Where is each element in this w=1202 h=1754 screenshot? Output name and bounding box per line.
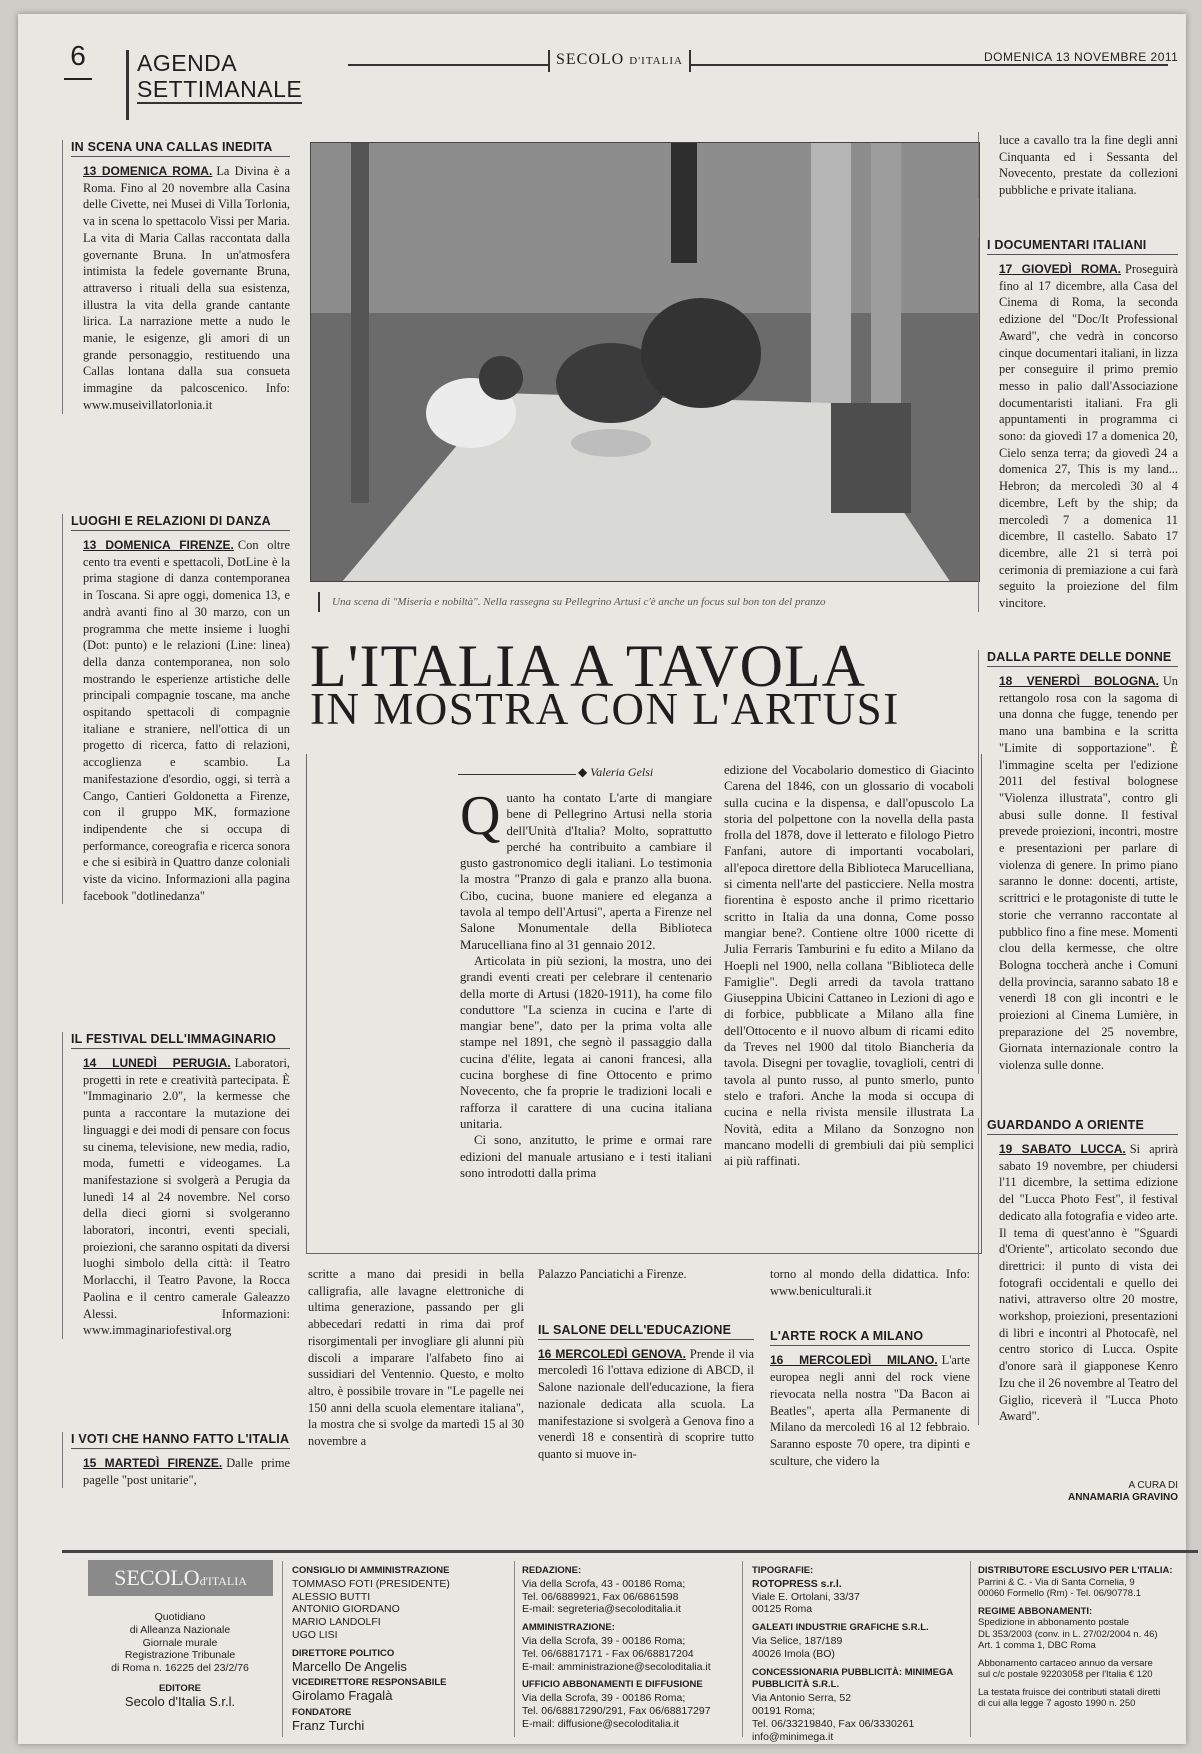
article-text: L'arte europea negli anni del rock viene rievocata nella nostra "Da Bacon ai Beatles", aperta alla Permanente di Milano da mercoledì 16 al 12 febbraio. Saranno esposte 70 opere, tra dipinti e sculture, che videro la (770, 1353, 970, 1468)
article-text: Laboratori, progetti in rete e creatività partecipata. È "Immaginario 2.0", la kermesse che punta a raccontare la mutazione dei linguaggi e dei modi di pensare con focus su cinema, televisione, new media, radio, moda, fumetti e videogames. La manifestazione si svolgerà a Perugia da lunedì 14 al 24 novembre. Nel corso della dieci giorni si svolgeranno laboratori, incontri, eventi speciali, proiezioni, che saranno ospitati da diversi luoghi simbolo della città: il Teatro Morlacchi, il Teatro Pavone, la Rocca Paolina e il centro camerale Galeazzo Alessi. Informazioni: www.immaginariofestival.org (83, 1056, 290, 1338)
masthead (548, 50, 691, 72)
article-text: luce a cavallo tra la fine degli anni Cinquanta ed i Sessanta del Novecento, prestate da collezioni pubbliche e private italiana. (999, 133, 1178, 198)
article-column-1 (460, 785, 712, 1181)
left-article-3 (62, 1032, 290, 1339)
article-paragraph (460, 785, 712, 953)
article-paragraph: Ci sono, anzitutto, le prime e ormai rare edizioni del manuale artusiano e i testi italiani sono introdotti dalla prima (460, 1133, 712, 1180)
article-kicker: 15 MARTEDÌ FIRENZE. (83, 1456, 223, 1470)
headline: L'ITALIA A TAVOLA (310, 633, 866, 699)
colophon-distribution: DISTRIBUTORE ESCLUSIVO PER L'ITALIA: Parrini & C. - Via di Santa Cornelia, 9 00060 Formello (Rm) - Tel. 06/90778.1 REGIME ABBONAMENTI: Spedizione in abbonamento postale DL 353/2003 (conv. in L. 27/02/2004 n. 46) Art. 1 comma 1, DBC Roma Abbonamento cartaceo annuo da versare sul c/c postale 92203058 per l'Italia € 120 La testata fruisce dei contributi statali diretti di cui alla legge 7 agosto 1990 n. 250 (978, 1565, 1173, 1709)
credit-label: A CURA DI (1128, 1480, 1178, 1491)
article-title: GUARDANDO A ORIENTE (987, 1118, 1178, 1135)
article-kicker: 14 LUNEDÌ PERUGIA. (83, 1056, 231, 1070)
article-title: IL FESTIVAL DELL'IMMAGINARIO (71, 1032, 290, 1049)
curator-credit (1058, 1480, 1178, 1504)
footer-logo: SECOLOd'ITALIA (88, 1560, 273, 1596)
article-kicker: 19 SABATO LUCCA. (999, 1142, 1126, 1156)
article-kicker: 13 DOMENICA ROMA. (83, 164, 213, 178)
article-text: scritte a mano dai presidi in bella calligrafia, alle lavagne elettroniche di ultima generazione, passando per gli abbecedari redatti in rima dai prof risorgimentali per invogliare gli alunni più discoli a imparare l'alfabeto fino ai sussidiari del Ventennio. Questo, e molto altro, è possibile trovare in "Le pagelle nei 150 anni della scuola elementare italiana", la mostra che si svolge da martedì 15 al 30 novembre a (308, 1267, 524, 1449)
article-kicker: 16 MERCOLEDÌ MILANO. (770, 1353, 938, 1368)
section-label-line2: SETTIMANALE (137, 76, 303, 102)
article-paragraph: Articolata in più sezioni, la mostra, uno dei grandi eventi creati per celebrare il centenario della morte di Artusi (1820-1911), ha come filo conduttore "La scienza in cucina e l'arte di mangiar bene", dato per la prima volta alle stampe nel 1891, che segnò il passaggio dalla cucina d'élite, legata ai canoni francesi, alla cucina borghese di fine Ottocento e primo Novecento, che fa proprie le tradizioni locali e rafforza il carattere di una cucina italiana unitaria. (460, 953, 712, 1131)
drop-cap: Q (460, 785, 501, 847)
article-kicker: 17 GIOVEDÌ ROMA. (999, 262, 1121, 276)
bottom-continuation (308, 1266, 524, 1450)
article-photo (310, 142, 980, 582)
article-kicker: 18 VENERDÌ BOLOGNA. (999, 674, 1159, 688)
byline: ◆ Valeria Gelsi (578, 765, 654, 779)
right-article-continuation (978, 132, 1178, 199)
article-column-2 (724, 762, 974, 1169)
masthead-title: SECOLO (556, 51, 625, 68)
article-kicker: 16 MERCOLEDÌ GENOVA. (538, 1346, 686, 1361)
photo-caption: Una scena di "Miseria e nobiltà". Nella rassegna su Pellegrino Artusi c'è anche un focus sul bon ton del pranzo (332, 596, 826, 608)
article-title: IN SCENA UNA CALLAS INEDITA (71, 140, 290, 157)
masthead-suffix: D'ITALIA (629, 55, 683, 67)
article-title: I VOTI CHE HANNO FATTO L'ITALIA (71, 1432, 290, 1449)
article-title: L'ARTE ROCK A MILANO (770, 1329, 970, 1346)
article-text: Con oltre cento tra eventi e spettacoli, DotLine è la prima stagione di danza contemporanea in Toscana. Si apre oggi, domenica 13, e andrà avanti fino al 30 marzo, con un programma che mette insieme i luoghi (Dot: punto) e le relazioni (Line: linea) della danza contemporanea, non solo mostrando le esperienze artistiche delle principali compagnie toscane, ma anche ospitando spettacoli di compagnie italiane e straniere, nell'ottica di un progetto di ricerca, fatto di relazioni, accoglienza e scambio. La manifestazione d'esordio, oggi, si terrà a Cango, Cantieri Goldonetta a Firenze, con il gruppo MK, formazione indipendente che si occupa di performance, coreografia e ricerca sonora e che si esibirà in Quattro danze coloniali viste da vicino. Informazioni alla pagina facebook "dotlinedanza" (83, 538, 290, 903)
header-rule (348, 64, 1168, 66)
subheadline: IN MOSTRA CON L'ARTUSI (310, 684, 900, 734)
credit-name: ANNAMARIA GRAVINO (1068, 1492, 1178, 1503)
left-article-1 (62, 140, 290, 414)
newspaper-page (18, 14, 1186, 1744)
left-article-2 (62, 514, 290, 904)
article-kicker: 13 DOMENICA FIRENZE. (83, 538, 234, 552)
editor-name: Secolo d'Italia S.r.l. (124, 1693, 236, 1709)
issue-date: DOMENICA 13 NOVEMBRE 2011 (980, 50, 1182, 64)
article-text: Prende il via mercoledì 16 l'ottava edizione di ABCD, il Salone nazionale dell'educazione, la fiera nazionale dedicata alla scuola. La manifestazione si svolgerà a Genova fino a venerdì 18 e consentirà di scoprire tutto quanto si muove in- (538, 1346, 754, 1461)
article-title: I DOCUMENTARI ITALIANI (987, 238, 1178, 255)
section-label-line1: AGENDA (137, 50, 238, 76)
colophon-board: CONSIGLIO DI AMMINISTRAZIONE TOMMASO FOTI (PRESIDENTE) ALESSIO BUTTI ANTONIO GIORDANO MARIO LANDOLFI UGO LISI DIRETTORE POLITICO Marcello De Angelis VICEDIRETTORE RESPONSABILE Girolamo Fragalà FONDATORE Franz Turchi (292, 1565, 450, 1733)
article-title: IL SALONE DELL'EDUCAZIONE (538, 1323, 754, 1340)
article-title: DALLA PARTE DELLE DONNE (987, 650, 1178, 667)
byline-rule (458, 774, 576, 775)
photo-illustration (311, 143, 980, 582)
editor-label: EDITORE (158, 1682, 202, 1694)
article-text: Dalle prime pagelle "post unitarie", (83, 1456, 290, 1487)
colophon-printers: TIPOGRAFIE: ROTOPRESS s.r.l. Viale E. Ortolani, 33/37 00125 Roma GALEATI INDUSTRIE GRAFICHE S.R.L. Via Selice, 187/189 40026 Imola (BO) CONCESSIONARIA PUBBLICITÀ: MINIMEGA PUBBLICITÀ S.R.L. Via Antonio Serra, 52 00191 Roma; Tel. 06/33219840, Fax 06/3330261 info@minimega.it (752, 1565, 953, 1743)
article-text: Un rettangolo rosa con la sagoma di una donna che fugge, tenendo per mano una bambina e la scritta "Limite di sopportazione". È l'immagine scelta per l'edizione 2011 del festival bolognese "Violenza illustrata", contro gli abusi sulle donne. Il festival prevede proiezioni, incontri, mostre e presentazioni per parlare di violenza di genere. In primo piano saranno le donne: docenti, artiste, scrittrici e le protagoniste di tutte le storie che verranno raccontate al pubblico fino a fine mese. Momenti clou della kermesse, che oltre Bologna toccherà anche i Comuni della provincia, saranno sabato 18 e venerdì 18 con gli incontri e le proiezioni al Cinema Lumière, in preparazione del 25 novembre, Giornata internazionale contro la violenza sulle donne. (999, 674, 1178, 1073)
article-title: LUOGHI E RELAZIONI DI DANZA (71, 514, 290, 531)
article-text: Proseguirà fino al 17 dicembre, alla Casa del Cinema di Roma, la seconda edizione del "Doc/It Professional Award", che vedrà in concorso cinque documentari italiani, in lizza per conseguire il primo premio messo in palio dall'Associazione documentaristi italiani. Fra gli appuntamenti in programma ci sono: da giovedì 17 a domenica 20, Cielo senza terra; da giovedì 24 a domenica 27, This is my land... Hebron; da mercoledì 30 al 4 dicembre, Left by the ship; da mercoledì 7 a domenica 11 dicembre, Il castello. Sabato 17 dicembre, alle 21 si terrà poi cerimonia di premiazione a cui farà seguito la proiezione del film vincitore. (999, 262, 1178, 611)
section-label (126, 50, 336, 120)
bottom-article-2 (770, 1266, 970, 1469)
left-article-4 (62, 1432, 290, 1488)
article-paragraph: edizione del Vocabolario domestico di Giacinto Carena del 1846, con un glossario di vocaboli sulla cucina e la dispensa, e dall'opuscolo La storia del polpettone con la novella della pasta frolla del 1878, dove il letterato e filologo Pietro Fanfani, autore di importanti vocabolari, all'epoca direttore della Biblioteca Marucelliana, si cimenta nell'arte del pasticciere. Nella mostra fiorentina è esposto anche il primo ricettario scritto in Italia da una donna, Come posso mangiar bene?. Contiene oltre 1000 ricette di Julia Ferraris Tamburini e fu edito a Milano da Hoepli nel 1900, nella collana "Biblioteca delle Famiglie". Degli arredi da tavola trattano Giuseppina Ubicini Cattaneo in Lezioni di ago e di forbice, pubblicate a Milano alla fine dell'Ottocento e il nuovo album di ricami edito da Treves nel 1900 dal titolo Biancheria da tavola. Disegni per tovaglie, tovaglioli, centri di tavola al punto russo, al punto smerlo, punto stelo e trafori. Anche la moda si occupa di cucina e nella rivista mensile illustrata La Novità, edita a Milano da Sonzogno non mancano modelli di grembiuli dai più semplici ai più raffinati. (724, 763, 974, 1169)
article-text: La Divina è a Roma. Fino al 20 novembre alla Casina delle Civette, nei Musei di Villa Torlonia, va in scena lo spettacolo Vissi per Maria. La vita di Maria Callas raccontata dalla governante Bruna. In un'atmosfera intimista la fedele governante Bruna, attraverso i rituali della sua esistenza, illustra la vita della grande cantante lirica. La narrazione mette a nudo le manie, le esigenze, gli amori di un grande personaggio, restituendo una Callas lontana dalla sua consueta immagine da palcoscenico. Info: www.museivillatorlonia.it (83, 164, 290, 412)
continuation-text: torno al mondo della didattica. Info: www.beniculturali.it (770, 1267, 970, 1298)
right-article-2 (978, 650, 1178, 1074)
colophon-description: Quotidiano di Alleanza Nazionale Giornale murale Registrazione Tribunale di Roma n. 16225 del 23/2/76 EDITORE Secolo d'Italia S.r.l. (90, 1611, 270, 1709)
caption-marker (318, 592, 320, 612)
bottom-article-1 (538, 1266, 754, 1463)
colophon-offices: REDAZIONE: Via della Scrofa, 43 - 00186 Roma; Tel. 06/6889921, Fax 06/6861598 E-mail: segreteria@secoloditalia.it AMMINISTRAZIONE: Via della Scrofa, 39 - 00186 Roma; Tel. 06/68817171 - Fax 06/68817204 E-mail: amministrazione@secoloditalia.it UFFICIO ABBONAMENTI E DIFFUSIONE Via della Scrofa, 39 - 00186 Roma; Tel. 06/68817290/291, Fax 06/68817297 E-mail: diffusione@secoloditalia.it (522, 1565, 711, 1730)
right-article-1 (978, 238, 1178, 612)
paragraph-text: uanto ha contato L'arte di mangiare bene di Pellegrino Artusi nella storia dell'Unità d'Italia? Molto, soprattutto perché ha contribuito a cambiare il gusto gastronomico degli italiani. Lo testimonia la mostra "Pranzo di gala e pranzo alla buona. Cibo, cucina, buone maniere ed eleganza a tavola al tempo dell'Artusi", aperta a Firenze nel Salone Monumentale della Biblioteca Marucelliana fino al 31 gennaio 2012. (460, 791, 712, 952)
byline-author: Valeria Gelsi (590, 765, 654, 779)
page-number: 6 (64, 40, 92, 80)
right-article-3 (978, 1118, 1178, 1425)
article-text: Si aprirà sabato 19 novembre, per chiudersi l'11 dicembre, la settima edizione del "Lucca Photo Fest", il festival dedicato alla fotografia e video arte. Il tema di quest'anno è "Sguardi d'Oriente", articolato secondo due direttrici: il punto di vista dei fotografi occidentali e quello dei nativi, attraverso oltre 20 mostre, workshop, proiezioni, presentazioni di libri e incontri al Photocafè, nel centro storico di Lucca. Ospite d'onore sarà il giapponese Kenro Izu che il 26 novembre al Teatro del Giglio, riceverà il "Lucca Photo Award". (999, 1142, 1178, 1424)
continuation-text: Palazzo Panciatichi a Firenze. (538, 1267, 687, 1281)
